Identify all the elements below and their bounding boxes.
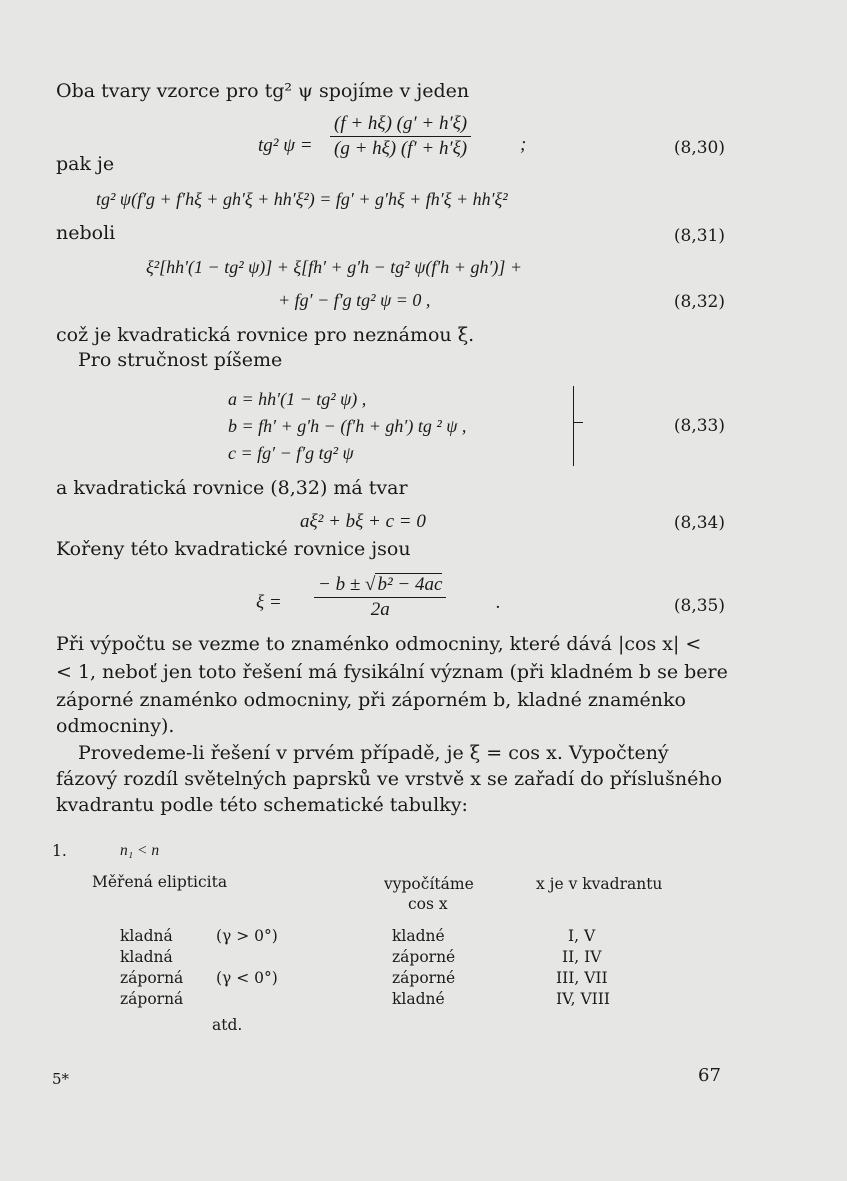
eq-833-a: a = hh′(1 − tg² ψ) , <box>228 389 367 409</box>
eq-830-denominator: (g + hξ) (f′ + h′ξ) <box>334 138 468 159</box>
eq-number-833: (8,33) <box>673 416 725 436</box>
table-header-calc-1: vypočítáme <box>384 875 474 893</box>
page-number: 67 <box>698 1065 721 1086</box>
eq-830-numerator: (f + hξ) (g′ + h′ξ) <box>330 112 471 137</box>
eq-number-831: (8,31) <box>673 226 725 246</box>
paragraph-1-line-1: Při výpočtu se vezme to znaménko odmocniny, které dává |cos x| < <box>56 633 702 655</box>
table-etc: atd. <box>212 1016 243 1034</box>
eq-number-835: (8,35) <box>673 596 725 616</box>
table-header-calc-2: cos x <box>408 895 448 913</box>
eq-835-fraction <box>314 573 446 622</box>
eq-834: aξ² + bξ + c = 0 <box>300 511 426 532</box>
eq-830-fraction <box>330 112 471 161</box>
koreny-line: Kořeny této kvadratické rovnice jsou <box>56 538 411 560</box>
eq-835-num-a: − b ± <box>318 574 361 595</box>
paragraph-1-line-4: odmocniny). <box>56 715 175 737</box>
table-row-1-quadrant: I, V <box>568 927 596 945</box>
eq-835-numerator: − b ± √ b² − 4ac <box>314 573 446 598</box>
signature-mark: 5* <box>52 1070 70 1088</box>
table-row-3-condition: (γ < 0°) <box>216 969 278 987</box>
table-row-4-calc: kladné <box>392 990 445 1008</box>
table-header-quadrant: x je v kvadrantu <box>536 875 663 893</box>
table-row-2-measured: kladná <box>120 948 173 966</box>
table-row-1-condition: (γ > 0°) <box>216 927 278 945</box>
table-row-3-measured: záporná <box>120 969 184 987</box>
eq-number-834: (8,34) <box>673 513 725 533</box>
eq-831: tg² ψ(f′g + f′hξ + gh′ξ + hh′ξ²) = fg′ + g′hξ + fh′ξ + hh′ξ² <box>96 189 508 209</box>
neboli-line: neboli <box>56 222 116 244</box>
eq-number-830: (8,30) <box>673 138 725 158</box>
eq-830-tail: ; <box>520 134 527 155</box>
table-header-measured: Měřená elipticita <box>92 873 228 891</box>
table-row-1-measured: kladná <box>120 927 173 945</box>
coz-je-line: což je kvadratická rovnice pro neznámou ξ. <box>56 324 475 346</box>
paragraph-2-line-2: fázový rozdíl světelných paprsků ve vrstvě x se zařadí do příslušného <box>56 768 723 790</box>
eq-835-tail: . <box>496 592 501 613</box>
table-row-2-calc: záporné <box>392 948 456 966</box>
table-row-3-calc: záporné <box>392 969 456 987</box>
table-row-3-quadrant: III, VII <box>556 969 608 987</box>
intro-line: Oba tvary vzorce pro tg² ψ spojíme v jeden <box>56 80 470 102</box>
eq-833-b: b = fh′ + g′h − (f′h + gh′) tg ² ψ , <box>228 416 467 436</box>
eq-number-832: (8,32) <box>673 292 725 312</box>
paragraph-2-line-3: kvadrantu podle této schematické tabulky: <box>56 794 468 816</box>
table-row-1-calc: kladné <box>392 927 445 945</box>
eq-835-radicand: b² − 4ac <box>377 574 443 595</box>
eq-835-denominator: 2a <box>370 599 390 620</box>
pak-je-line: pak je <box>56 153 115 175</box>
eq-830-lhs: tg² ψ = <box>258 135 313 156</box>
eq-833-c: c = fg′ − f′g tg² ψ <box>228 443 354 463</box>
paragraph-2-line-1: Provedeme-li řešení v prvém případě, je ξ = cos x. Vypočtený <box>78 742 669 764</box>
pro-strucnost-line: Pro stručnost píšeme <box>78 349 283 371</box>
table-row-4-quadrant: IV, VIII <box>556 990 611 1008</box>
eq-835-lhs: ξ = <box>256 592 282 613</box>
paragraph-1-line-3: záporné znaménko odmocniny, při záporném b, kladné znaménko <box>56 689 686 711</box>
right-brace <box>563 386 574 466</box>
a-kvadraticka-line: a kvadratická rovnice (8,32) má tvar <box>56 477 408 499</box>
paragraph-1-line-2: < 1, neboť jen toto řešení má fysikální význam (při kladném b se bere <box>56 661 728 683</box>
table-condition: n₁ < n <box>120 842 160 859</box>
table-row-4-measured: záporná <box>120 990 184 1008</box>
eq-832-line2: + fg′ − f′g tg² ψ = 0 , <box>278 290 431 310</box>
table-row-2-quadrant: II, IV <box>562 948 602 966</box>
eq-832-line1: ξ²[hh′(1 − tg² ψ)] + ξ[fh′ + g′h − tg² ψ(f′h + gh′)] + <box>146 257 523 277</box>
table-item-number: 1. <box>52 842 67 860</box>
